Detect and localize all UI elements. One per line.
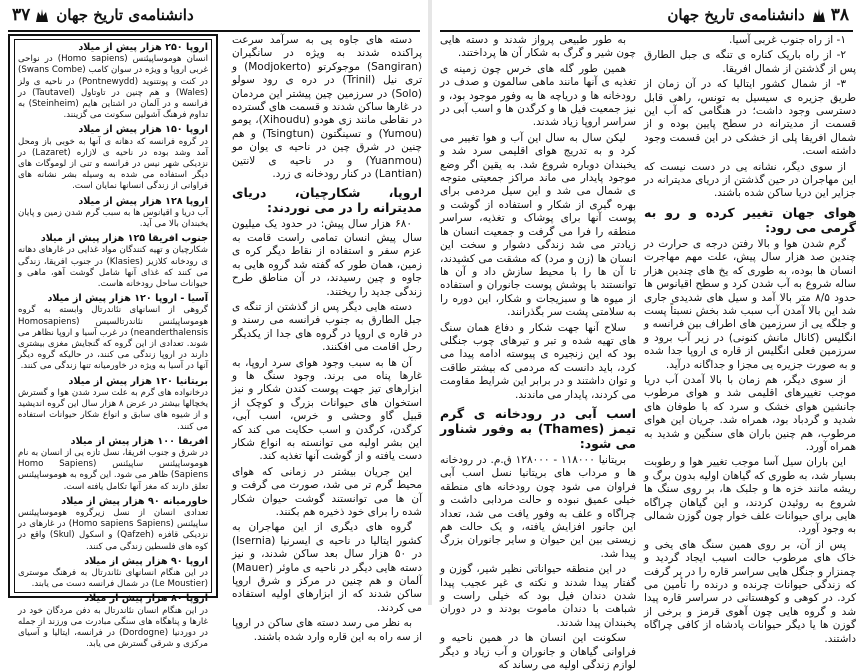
castle-icon xyxy=(34,7,50,23)
timeline-entry xyxy=(18,436,208,493)
timeline-entry-text: شکارچیان و تهیه کنندگان مواد غذایی در غارهای دهانه ی رودخانه کلازیز (Klasies) در جنوب افریقا، زندگی می کنند که غذای آنها شامل گوشت آهو، ماهی و حیوانات ساحل رودخانه هاست. xyxy=(18,245,208,290)
timeline-entry-title: خاورمیانه ۹۰ هزار پیش از میلاد xyxy=(61,495,208,507)
right-column-first xyxy=(644,34,856,645)
timeline-entry xyxy=(18,556,208,591)
timeline-entry-text: در این هنگام انسان نئاندرتال به دفن مردگان خود در غارها و پناهگاه های سنگی مبادرت می ورزند از جمله در دوردنیا (Dordogne) در فرانسه، ایتالیا و آسیای مرکزی و شرقی گسترش می یابد. xyxy=(18,605,208,650)
timeline-entry-title: اروپا ۲۵۰ هزار پیش از میلاد xyxy=(78,42,208,53)
paragraph: گروه های دیگری از این مهاجران به کشور ایتالیا در ناحیه ی ایسرنیا (Isernia) در ۵۰ هزار سال بعد ساکن شدند، و نیز دسته هایی دیگر در ناحیه ی ماوئر (Mauer) آلمان و هم چنین در مرکز و شرق اروپا ساکن شدند که از ابزارهای اولیه استفاده می کردند. xyxy=(232,521,422,614)
timeline-entry-text: گروهی از انسانهای نئاندرتال وابسته به گروه هوموساپیئنس نئاندرتالسیس (Homosapiens neanderthalensis) در غرب آسیا و اروپا نظاهر می شوند. تعدادی از این گروه که گنجایش مغزی بیشتری دارند در اروپا زندگی می کنند، در حالیکه گروه دیگر آنها در آسیا به ویژه در خاورمیانه تنها زندگی می کنند. xyxy=(18,305,208,372)
timeline-entry-title: جنوب افریقا ۱۲۵ هزار پیش از میلاد xyxy=(40,233,208,245)
paragraph: از سوی دیگر، نشانه یی در دست نیست که این مهاجران در حین گذشتن از دریای مدیترانه در جزایر این دریا ساکن شده باشند. xyxy=(644,160,856,200)
left-page xyxy=(0,0,428,650)
timeline-entry-text: در این هنگام انسانهای نئاندرتال به فرهنگ موستری (Le Moustier) در شمال فرانسه دست می یابند. xyxy=(18,567,208,590)
left-main-column xyxy=(232,34,423,643)
paragraph: ۶۸۰ هزار سال پیش: در حدود یک میلیون سال پیش انسان تمامی راست قامت به عزم سفر و استفاده از نقاط دیگر کره ی زمین، همان طور که گفته شد گروه هایی به جاوه و چین رسیدند، در آن مناطق طرح زندگی جدید را ریختند. xyxy=(232,218,422,298)
right-column-second xyxy=(440,34,636,672)
paragraph: همین طور گله های خرس چون زمینه ی تغذیه ی آنها مانند ماهی سالمون و صدف در رودخانه ها و دریاچه ها به وفور موجود بود، و نیز جمعیت فیل ها و کرگدن ها و اسب آبی در سراسر اروپا زیاد شدند. xyxy=(440,62,636,129)
right-page-header xyxy=(440,2,853,28)
right-header-rule xyxy=(440,30,853,32)
right-page xyxy=(432,0,861,672)
paragraph: لیکن سال به سال این آب و هوا تغییر می کرد و به تدریج هوای اقلیمی سرد شد و یخبندان دوباره شروع شد. به یقین اگر وضع موجود پایدار می ماند مراکز جمعیتی متوجه ی شمال می شد و این سیل مردمی برای بهره گیری از شکار و استفاده از گوشت و پوست آنها برای پوشاک و تغذیه، سراسر منطقه را فرا می گرفت و جمعیت انسان ها زیادتر می شد زندگی دشوار و سخت این انسان ها (زن و مرد) که مشقت می کشیدند، تا آن ها را با محیط سازش داد و آن ها توانستند با پوشش پوست جانوران و استفاده از میوه ها و سبزیجات و شکار، این دوره را به سلامتی پشت سر بگذرانند. xyxy=(440,131,636,319)
timeline-entry-title: اروپا ۱۲۸ هزار پیش از میلاد xyxy=(78,195,208,207)
paragraph: به طور طبیعی پرواز شدند و دسته هایی چون شیر و گرگ به شکار آن ها پرداختند. xyxy=(440,34,636,60)
timeline-entry-title: اروپا ۸۰ هزار پیش از میلاد xyxy=(84,593,208,605)
timeline-entry-text: تعدادی انسان از نسل زیرگروه هوموساپیئنس ساپیئنس (Homo sapiens Sapiens) در غارهای در نزدیکی قافزه (Qafzeh) و اسکول (Skul) واقع در کوه های فلسطین زندگی می کنند. xyxy=(18,507,208,552)
paragraph: در این منطقه حیواناتی نظیر شیر، گوزن و گفتار پیدا شدند و نکته ی غیر عجیب پیدا شدن دندان فیل بود که خیلی راست و شباهت با دندان ماموت بودند و در دوران پخبندان پیدا شدند. xyxy=(440,563,636,629)
timeline-entry-text: درخانواده های گرم به علت سرد شدن هوا و گسترش یخچالها بیشتر در عرض ۸ هزار سال این گروه اندیشید و از شیوه های سابق و انواع شکار حیوانات استفاده می کنند. xyxy=(18,387,209,432)
timeline-entry-title: بریتانیا ۱۲۰ هزار پیش از میلاد xyxy=(68,375,208,387)
paragraph: دسته هایی دیگر پس از گذشتن از تنگه ی جبل الطارق به جنوب فرانسه می رسند و در قاره ی اروپا در گروه های جدا از یکدیگر رحل اقامت می افکنند. xyxy=(232,300,422,354)
paragraph: سلاح آنها جهت شکار و دفاع همان سنگ های تهیه شده و تبر و تیرهای چوب جنگلی بود که این زنجیره ی پیوسته ادامه پیدا می کرد، باید دانست که مردمی که بیشتر طاقت و توان داشتند و در برابر این شرایط مقاومت می کردند، پایدار می ماندند. xyxy=(440,321,636,401)
paragraph: ۲- از راه باریک کناره ی تنگه ی جبل الطارق پس از گذشتن از شمال افریقا. xyxy=(644,49,856,75)
timeline-entry xyxy=(18,196,208,231)
timeline-entry xyxy=(18,42,208,121)
left-page-title: دانشنامه‌ی تاریخ جهان xyxy=(56,6,194,24)
paragraph: پس از آن، بر روی همین سنگ های یخی و خاک های مرطوب حالت اسیب ایجاد گردید و چمنزار و جنگل هایی سراسر قاره را در بر گرفت که زندگی حیوانات چرنده و درنده را تأمین می کرد. در کوهی و کوهستانی در سراسر قاره پیدا شد و گروه هایی چون آهوی قرمز و برخی از گوزن ها یا دیگر حیوانات پادشاه از کافی چراگاه داشتند. xyxy=(644,538,856,645)
timeline-entry-text: در شرق و جنوب افریقا، نسل تازه یی از انسان به نام هوموساپیئنس ساپیئنس (Homo Sapiens Sapiens) ظاهر می شود. این گروه به هوموساپیئنس تعلق دارند که مغز آنها تکامل یافته است. xyxy=(18,447,208,492)
section-heading: اسب آبی در رودخانه ی گرم تیمز (Thames) به وفور شناور می شود: xyxy=(440,405,636,451)
paragraph: این باران سیل آسا موجب تغییر هوا و رطوبت بسیار شد، به طوری که گیاهان اولیه بدون برگ و ریشه مانند خزه ها و جلبک ها، بر روی سنگ ها شروع به روئیدن کردند، و این گیاهان چراگاه هایی برای حیوانات علف خوار چون گوزن شمالی به وجود آورد. xyxy=(644,456,856,536)
left-page-header xyxy=(8,2,420,28)
timeline-entry xyxy=(18,233,208,290)
paragraph: این جریان بیشتر در زمانی که هوای محیط گرم تر می شد، صورت می گرفت و آن ها می توانستند گوشت حیوان شکار شده را برای خود ذخیره هم بکنند. xyxy=(232,465,422,518)
paragraph: ۳- از شمال کشور ایتالیا که در آن زمان از طریق جزیره ی سیسیل به تونس، راهی قابل دسترسی وجود داشت؛ در هنگامی که آب این قسمت از مدیترانه در سطح پایین بوده و از شمال افریقا پلی از خشکی در این قسمت وجود داشته است. xyxy=(644,78,856,158)
left-header-rule xyxy=(8,30,420,32)
timeline-entry-text: آب دریا و اقیانوس ها به سبب گرم شدن زمین و پایان یخبندان بالا می آید. xyxy=(18,207,208,230)
timeline-entry-title: اروپا ۱۵۰ هزار پیش از میلاد xyxy=(78,124,208,136)
right-page-number: ۳۸ xyxy=(830,5,849,25)
timeline-entry-text: انسان هوموساپیئنس (Homo sapiens) در نواحی غربی اروپا و ویژه در سوان کامب (Swans Combe) در کنت و پونتنوید (Pontnewydd) در ناحیه ی ولز (Wales) و هم چنین در تاوتاول (Tautavel) در فرانسه و در آلمان در اشتاین هایم (Steinheim) به تداوم فرهنگ آشولین سکونت می گزینند. xyxy=(18,54,208,121)
paragraph: سکونت این انسان ها در همین ناحیه و فراوانی گیاهان و جانوران و آب زیاد و دیگر لوازم زندگی اولیه می رساند که xyxy=(440,632,636,672)
section-heading: هوای جهان تغییر کرده و رو به گرمی می رود: xyxy=(644,204,856,235)
paragraph: ۱- از راه جنوب غربی آسیا. xyxy=(729,34,846,46)
timeline-entry xyxy=(18,376,208,433)
timeline-entry-title: افریقا ۱۰۰ هزار پیش از میلاد xyxy=(70,435,208,447)
timeline-box xyxy=(8,34,218,650)
paragraph: آن ها به سبب وجود هوای سرد اروپا، به غارها پناه می برند. وجود سنگ ها و ابزارهای تیز جهت پوست کندن شکار و نیز استخوان های حیوانات بزرگ و کوچک از قبیل گاو وحشی و خرس، اسب آبی، کرگدن، کرگدن و اسب حکایت می کند که این بشر اولیه می توانسته به انواع شکار دست یافته و از گوشت آنها تغذیه کند. xyxy=(232,356,422,463)
timeline-entry-text: در گروه فرانسه که دهانه ی آنها به خوبی باز ومحل آمد وشد بوده در ناحیه ی لازاره (Lazaret) در نزدیکی شهر نیس در فرانسه و تنی از لوموگات های دیگر استفاده می شده به وسیله بشر نشانه های فراوانی از زندگی انسانها نمایان است. xyxy=(18,136,209,192)
timeline-entry xyxy=(18,496,208,553)
timeline-entry xyxy=(18,293,208,372)
castle-icon xyxy=(811,7,827,23)
right-page-title: دانشنامه‌ی تاریخ جهان xyxy=(667,6,805,24)
timeline-entry-title: آسیا - اروپا ۱۲۰ هزار پیش از میلاد xyxy=(47,293,208,305)
left-page-number: ۳۷ xyxy=(12,5,31,25)
paragraph: دسته های جاوه یی به سرآمد سرعت پراکنده شدند به ویژه در سانگیران (Sangiran) موجوکرتو (Modjokerto) و تری نیل (Trinil) در دره ی رود سولو (Solo) در سرزمین چین پیشتر این مردمان در غارها ساکن شدند و قسمت های گسترده در نقاطی مانند زی هودو (Xihoudu)، یومو (Yumou) و تسینگتون (Tsingtun) و هم چنین در شرق چین در ناحیه ی یوان مو (Yuanmou) و در ناحیه ی لانتین (Lantian) در کنار رودخانه ی زرد. xyxy=(232,34,423,181)
timeline-entry xyxy=(18,593,208,650)
paragraph: از سوی دیگر، هم زمان با بالا آمدن آب دریا موجب تغییرهای اقلیمی شد و هوای مرطوب جانشین هوای خشک و سرد که با طوفان های شدید و گردباد بود، همراه شد. جریان این هوای مرطوب، هم چنین باران های سنگین و شدید به همراه آورد. xyxy=(644,373,856,453)
timeline-entry xyxy=(18,124,208,192)
paragraph: بریتانیا ۱۱۸۰۰۰ - ۱۲۸۰۰۰ ق.م. در رودخانه ها و مرداب های بریتانیا نسل اسب آبی فراوان می شود چون رودخانه های منطقه خیلی عمیق نبوده و حالت مردابی داشت و چراگاه و علف به وفور یافت می شد، تعداد این جانور افزایش یافته، و یک حالت هم زیستی بین این حیوان و سایر جانوران بزرگ پیدا شد. xyxy=(440,453,636,560)
timeline-entry-title: اروپا ۹۰ هزار پیش از میلاد xyxy=(84,555,208,567)
paragraph: به نظر می رسد دسته های ساکن در اروپا از سه راه به این قاره وارد شده باشند. xyxy=(232,617,422,643)
paragraph: گرم شدن هوا و بالا رفتن درجه ی حرارت در چندین صد هزار سال پیش، علت مهم مهاجرت انسان ها بوده، به طوری که یخ های چندین هزار ساله شروع به آب شدن کرد و سطح اقیانوس ها حدود ۸/۵ متر بالا آمد و سیل های شدیدی جاری شد این بالا آمدن آب سبب شد بخش نسبتاً پست و جلگه یی از سرزمین های اطراف بین فرانسه و انگلیس (کانال مانش کنونی) در زیر آب برود و سرزمین فعلی انگلیس از قاره ی اروپا جدا شده و به صورت جزیره یی مجزا و جداگانه درآید. xyxy=(644,237,856,371)
section-heading: اروپا، شکارچیان، دریای مدیترانه را در می نوردند: xyxy=(232,185,422,216)
timeline-list xyxy=(14,39,212,650)
